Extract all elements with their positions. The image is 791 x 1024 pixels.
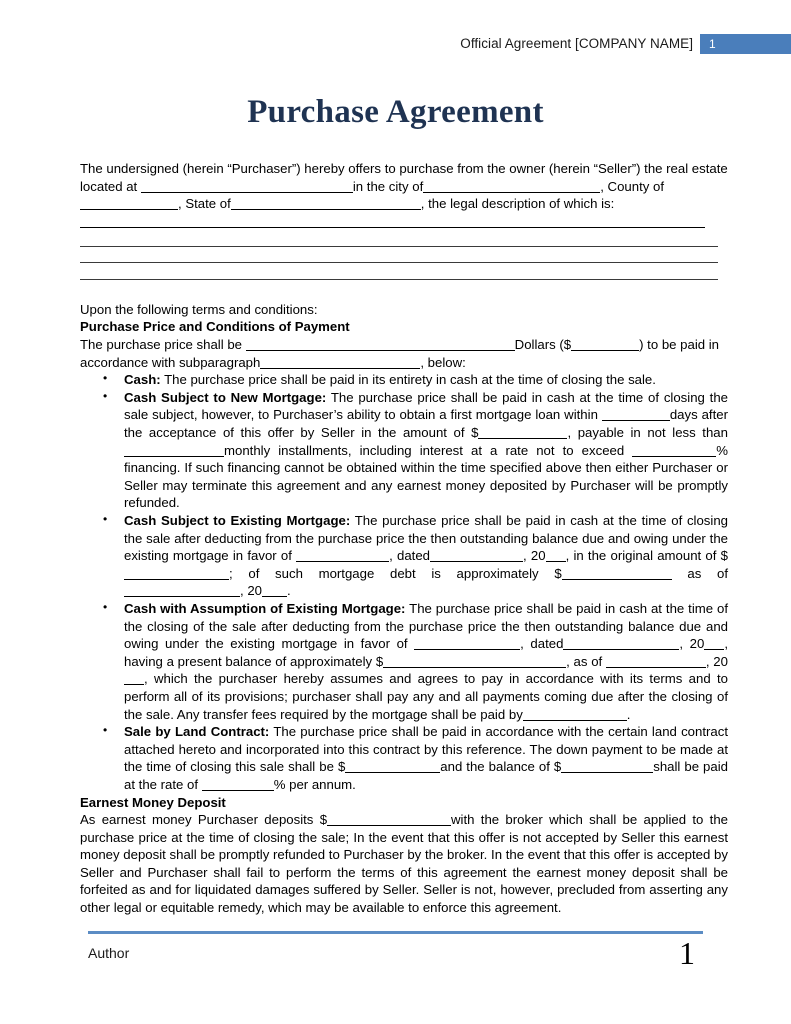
bullet-text-e: ; of such mortgage debt is approximately $: [229, 565, 562, 581]
blank-as-of-year[interactable]: [262, 584, 287, 597]
bullet-text-cash: The purchase price shall be paid in its entirety in cash at the time of closing the sale.: [160, 372, 656, 388]
bullet-text-a: The purchase price shall be paid in cash at the time of the closing of the sale after deducting from the purchase price the then outstanding balance due and owing under the existing mortgage in favor of: [124, 600, 729, 652]
header-page-number: 1: [709, 37, 716, 51]
blank-down-payment[interactable]: [345, 760, 440, 773]
bullet-text-d: monthly installments, including interest at a rate not to exceed: [224, 442, 633, 458]
bullet-label-land-contract: Sale by Land Contract:: [124, 724, 270, 740]
bullet-text-f: as of: [671, 565, 728, 581]
section-heading-purchase-price: Purchase Price and Conditions of Payment: [80, 319, 350, 335]
blank-mortgage-holder[interactable]: [296, 549, 389, 562]
earnest-text-a: As earnest money Purchaser deposits $: [80, 812, 328, 828]
purchase-price-paragraph: [80, 336, 728, 371]
bullet-text-h: .: [626, 706, 631, 722]
earnest-text-b: with the broker which shall be applied to the purchase price at the time of closing the sale; In the event that this offer is not accepted by Seller this earnest money deposit shall be promptly refunded to Purchaser by the broker. In the event that this offer is accepted by Seller and Purchaser shall fail to perform the terms of this agreement the earnest money deposit shall be forfeited as and for liquidated damages suffered by Seller. Seller is not, however, precluded from asserting any other legal or equitable remedy, which may be available to enforce this agreement.: [80, 812, 728, 916]
blank-ruled-lines: [80, 246, 728, 280]
bullet-text-c: shall be paid at the rate of: [124, 759, 728, 792]
bullet-label-assumption-mortgage: Cash with Assumption of Existing Mortgage:: [124, 600, 406, 616]
blank-purchase-price-words[interactable]: [246, 338, 515, 351]
payment-conditions-list: [80, 371, 728, 793]
blank-assume-mortgage-holder[interactable]: [414, 637, 520, 650]
blank-county[interactable]: [80, 197, 178, 210]
blank-state[interactable]: [231, 197, 421, 210]
bullet-text-b: days after the acceptance of this offer by Seller in the amount of $: [124, 407, 728, 441]
blank-original-amount[interactable]: [124, 567, 229, 580]
header-title: Official Agreement [COMPANY NAME]: [460, 36, 693, 51]
bullet-text-b: , dated: [520, 636, 564, 652]
footer-author: Author: [88, 945, 130, 961]
bullet-text-g: , 20: [240, 583, 262, 599]
bullet-text-d: % per annum.: [273, 776, 356, 792]
blank-purchase-price-amount[interactable]: [571, 338, 639, 351]
document-body: [80, 160, 728, 917]
blank-assume-mortgage-year[interactable]: [704, 637, 724, 650]
blank-mortgage-year[interactable]: [546, 549, 566, 562]
footer-page-number: 1: [679, 935, 695, 971]
blank-annum-rate[interactable]: [202, 778, 274, 791]
header-page-badge: [700, 34, 791, 54]
intro-text-a: The undersigned (herein “Purchaser”) hereby offers to purchase from the owner (herein “Seller”) the real estate located at: [80, 161, 728, 194]
blank-earnest-deposit-amount[interactable]: [327, 813, 451, 826]
bullet-label-existing-mortgage: Cash Subject to Existing Mortgage:: [124, 513, 351, 528]
section-heading-earnest-money: Earnest Money Deposit: [80, 794, 226, 810]
footer-divider: [88, 931, 703, 934]
blank-ruled-line[interactable]: [80, 246, 718, 247]
bullet-text-b: , dated: [389, 548, 430, 564]
blank-land-contract-balance[interactable]: [561, 760, 653, 773]
bullet-label-cash: Cash:: [124, 372, 161, 388]
list-item: [80, 723, 728, 793]
blank-interest-rate[interactable]: [632, 444, 716, 457]
intro-text-d: , State of: [178, 196, 231, 212]
blank-city[interactable]: [423, 180, 600, 193]
page-footer: [88, 931, 703, 991]
bullet-text-c: , 20: [523, 548, 546, 564]
blank-legal-description-1[interactable]: [80, 215, 705, 228]
bullet-text-d: , in the original amount of $: [565, 548, 728, 564]
bullet-text-d: , having a present balance of approximately $: [124, 636, 728, 669]
bullet-text-h: .: [287, 583, 291, 599]
price-text-b: Dollars ($: [514, 337, 572, 353]
bullet-text-e: % financing. If such financing cannot be obtained within the time specified above then either Purchaser or Seller may terminate this agreement and any earnest money deposited by Purchaser will be promptly refunded.: [124, 442, 728, 511]
price-text-c: ) to be paid in accordance with subparagraph: [80, 337, 720, 370]
blank-ruled-line[interactable]: [80, 262, 718, 263]
blank-transfer-fees-payer[interactable]: [523, 708, 627, 721]
blank-monthly-installments[interactable]: [124, 444, 224, 457]
blank-balance-as-of-year[interactable]: [124, 672, 144, 685]
blank-property-address[interactable]: [141, 180, 353, 193]
bullet-text-a: The purchase price shall be paid in cash at the time of closing the sale after deducting from the purchase price the then outstanding balance due and owing under the existing mortgage in favor of: [124, 513, 729, 564]
list-item: [80, 512, 728, 600]
earnest-money-paragraph: [80, 811, 728, 917]
bullet-text-f: , 20: [705, 653, 728, 669]
price-text-d: , below:: [420, 354, 466, 370]
terms-intro-line: Upon the following terms and conditions:: [80, 301, 318, 317]
price-text-a: The purchase price shall be: [80, 337, 246, 353]
blank-assume-mortgage-date[interactable]: [563, 637, 679, 650]
bullet-text-g: , which the purchaser hereby assumes and agrees to pay in accordance with its terms and to perform all of its provisions; purchaser shall pay any and all payments coming due after the closing of the sale. Any transfer fees required by the mortgage shall be paid by: [124, 671, 728, 722]
blank-balance-as-of-date[interactable]: [606, 655, 706, 668]
blank-mortgage-amount[interactable]: [478, 426, 567, 439]
page-header: [0, 34, 791, 58]
page-title: Purchase Agreement: [247, 94, 544, 130]
list-item: [80, 389, 728, 512]
bullet-text-b: and the balance of $: [440, 759, 562, 775]
bullet-text-c: , 20: [679, 636, 705, 652]
bullet-text-c: , payable in not less than: [567, 425, 728, 441]
blank-mortgage-days[interactable]: [602, 408, 670, 421]
bullet-text-a: The purchase price shall be paid in cash at the time of closing the sale subject, however, to Purchaser’s ability to obtain a first mortgage loan within: [124, 389, 728, 423]
bullet-text-e: , as of: [566, 653, 606, 669]
bullet-text-a: The purchase price shall be paid in accordance with the certain land contract attached hereto and incorporated into this contract by this reference. The down payment to be made at the time of closing this sale shall be $: [124, 724, 729, 775]
intro-text-e: , the legal description of which is:: [420, 196, 615, 212]
intro-text-b: in the city of: [352, 178, 424, 194]
blank-as-of-date[interactable]: [124, 584, 240, 597]
list-item: [80, 600, 728, 723]
blank-present-balance[interactable]: [383, 655, 566, 668]
list-item: [80, 371, 728, 389]
blank-approximate-debt[interactable]: [562, 567, 672, 580]
blank-subparagraph[interactable]: [260, 356, 420, 369]
blank-mortgage-date[interactable]: [430, 549, 523, 562]
bullet-label-new-mortgage: Cash Subject to New Mortgage:: [124, 389, 327, 405]
intro-text-c: , County of: [600, 178, 665, 194]
intro-paragraph: [80, 160, 728, 230]
